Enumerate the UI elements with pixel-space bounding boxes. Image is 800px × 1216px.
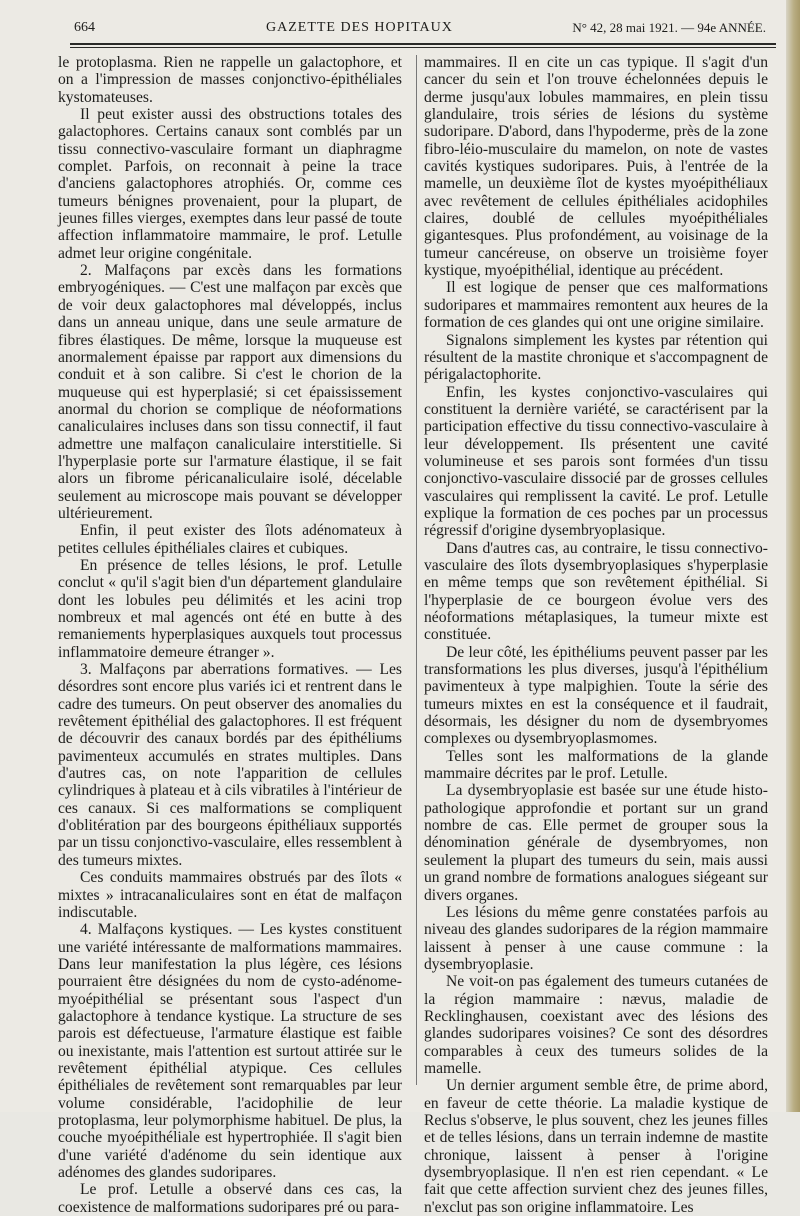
paragraph: Un dernier argument semble être, de prime abord, en faveur de cette théorie. La maladie kystique de Reclus s'observe, le plus souvent, chez les jeunes filles et de telles lésions, dans un terrain indemne de mastite chronique, laissent à penser à l'origine dysembryoplasique. Il n'en est rien cependant. « Le fait que cette affection survient chez des jeunes filles, n'exclut pas son origine inflammatoire. Les <box>424 1077 768 1216</box>
paragraph: En présence de telles lésions, le prof. Letulle conclut « qu'il s'agit bien d'un département glandulaire dont les lobules peu délimités et les acini trop nombreux et mal agencés ont été en butte à des remaniements hyperplasiques auxquels tout processus inflammatoire demeure étranger ». <box>58 556 402 661</box>
paragraph: 2. Malfaçons par excès dans les formations embryogéniques. — C'est une malfaçon par excès que de voir deux galactophores mal développés, inclus dans un anneau unique, dans une seule armature de fibres élastiques. De même, lorsque la muqueuse est anormalement épaisse par rapport aux dimensions du conduit et à son calibre. Si c'est le chorion de la muqueuse qui est hyperplasié; si cet épaississement anormal du chorion se complique de néoformations canaliculaires incluses dans son tissu connectif, il faut admettre une malfaçon canaliculaire interstitielle. Si l'hyperplasie porte sur l'armature élastique, il se fait alors un fibrome péricanaliculaire isolé, décelable seulement au microscope mais pouvant se développer ultérieurement. <box>58 262 402 522</box>
paragraph: De leur côté, les épithéliums peuvent passer par les transformations les plus diverses, jusqu'à l'épithélium pavimenteux à type malpighien. Toute la série des tumeurs mixtes en est la conséquence et il faudrait, désormais, les désigner du nom de dysembryomes complexes ou dysembryoplasmomes. <box>424 643 768 748</box>
paragraph: Enfin, il peut exister des îlots adénomateux à petites cellules épithéliales claires et cubiques. <box>58 522 402 557</box>
paragraph: Ces conduits mammaires obstrués par des îlots « mixtes » intracanaliculaires sont en état de malfaçon indiscutable. <box>58 869 402 921</box>
paragraph: Dans d'autres cas, au contraire, le tissu connectivo-vasculaire des îlots dysembryoplasiques s'hyperplasie en même temps que son revêtement épithélial. Si l'hyperplasie de ce bourgeon évolue vers des néoformations métaplasiques, la tumeur mixte est constituée. <box>424 539 768 644</box>
paragraph: Les lésions du même genre constatées parfois au niveau des glandes sudoripares de la région mammaire laissent à penser à une cause commune : la dysembryoplasie. <box>424 903 768 973</box>
paragraph: 3. Malfaçons par aberrations formatives. — Les désordres sont encore plus variés ici et rentrent dans le cadre des tumeurs. On peut observer des anomalies du revêtement épithélial des galactophores. Il est fréquent de découvrir des canaux bordés par des épithéliums pavimenteux accumulés en strates multiples. Dans d'autres cas, on note l'apparition de cellules cylindriques à plateau et à cils vibratiles à l'intérieur de ces canaux. Si ces malformations se compliquent d'oblitération par des bourgeons épithéliaux supportés par un tissu conjonctivo-vasculaire, elles ressemblent à des tumeurs mixtes. <box>58 661 402 869</box>
journal-title: GAZETTE DES HOPITAUX <box>266 20 453 35</box>
left-column <box>58 54 402 1216</box>
header-rule-thin <box>70 47 776 48</box>
paragraph: Enfin, les kystes conjonctivo-vasculaires qui constituent la dernière variété, se caractérisent par la participation effective du tissu connectivo-vasculaire à leur développement. Ils présentent une cavité volumineuse et ses parois sont formées d'un tissu conjonctivo-vasculaire dissocié par de grosses cellules vasculaires qui remplissent la cavité. Le prof. Letulle explique la formation de ces poches par un processus régressif d'origine dysembryoplasique. <box>424 383 768 540</box>
right-column <box>424 54 768 1216</box>
header-rule-thick <box>70 43 776 45</box>
column-divider <box>416 55 417 1085</box>
paragraph: Telles sont les malformations de la glande mammaire décrites par le prof. Letulle. <box>424 747 768 783</box>
page-number: 664 <box>74 20 95 35</box>
paragraph: Le prof. Letulle a observé dans ces cas, la coexistence de malformations sudoripares pré ou para- <box>58 1181 402 1216</box>
paragraph: mammaires. Il en cite un cas typique. Il s'agit d'un cancer du sein et l'on trouve échelonnées depuis le derme jusqu'aux lobules mammaires, en plein tissu glandulaire, trois séries de lésions du système sudoripare. D'abord, dans l'hypoderme, près de la zone fibro-léio-musculaire du mamelon, on note de vastes cavités kystiques sudoripares. Puis, à l'entrée de la mamelle, un deuxième îlot de kystes myoépithéliaux avec revêtement de cellules épithéliales acidophiles claires, doublé de cellules myoépithéliales gigantesques. Plus profondément, au voisinage de la tumeur cancéreuse, on observe un troisième foyer kystique, myoépithélial, identique au précédent. <box>424 54 768 280</box>
paragraph: Signalons simplement les kystes par rétention qui résultent de la mastite chronique et s'accompagnent de périgalactophorite. <box>424 331 768 384</box>
paragraph: Il peut exister aussi des obstructions totales des galactophores. Certains canaux sont comblés par un tissu connectivo-vasculaire formant un diaphragme complet. Parfois, on reconnait à peine la trace d'anciens galactophores atrophiés. Or, comme ces tumeurs bénignes provenaient, pour la plupart, de jeunes filles vierges, exemptes dans leur passé de toute affection inflammatoire mammaire, le prof. Letulle admet leur origine congénitale. <box>58 106 402 262</box>
paragraph: La dysembryoplasie est basée sur une étude histo-pathologique approfondie et portant sur un grand nombre de cas. Elle permet de grouper sous la dénomination générale de dysembryomes, non seulement la plupart des tumeurs du sein, mais aussi un grand nombre de formations analogues siégeant sur divers organes. <box>424 782 768 904</box>
page-header <box>70 20 782 44</box>
paragraph: Ne voit-on pas également des tumeurs cutanées de la région mammaire : nævus, maladie de Recklinghausen, coexistant avec des lésions des glandes sudoripares voisines? Ce sont des désordres comparables à ceux des tumeurs solides de la mamelle. <box>424 973 768 1077</box>
paragraph: le protoplasma. Rien ne rappelle un galactophore, et on a l'impression de masses conjonctivo-épithéliales kystomateuses. <box>58 54 402 106</box>
paragraph: Il est logique de penser que ces malformations sudoripares et mammaires remontent aux heures de la formation de ces glandes qui ont une origine similaire. <box>424 279 768 332</box>
paragraph: 4. Malfaçons kystiques. — Les kystes constituent une variété intéressante de malformations mammaires. Dans leur manifestation la plus légère, ces lésions pourraient être désignées du nom de cysto-adénome-myoépithélial se présentant sous l'aspect d'un galactophore à tendance kystique. La structure de ses parois est défectueuse, l'armature élastique est faible ou inexistante, mais l'attention est surtout attirée sur le revêtement épithélial atypique. Ces cellules épithéliales de revêtement sont remarquables par leur volume considérable, l'acidophilie de leur protoplasma, leur polymorphisme habituel. De plus, la couche myoépithéliale est hypertrophiée. Il s'agit bien d'une variété d'adénome du sein identique aux adénomes des glandes sudoripares. <box>58 921 402 1181</box>
issue-info: N° 42, 28 mai 1921. — 94e ANNÉE. <box>572 20 766 35</box>
